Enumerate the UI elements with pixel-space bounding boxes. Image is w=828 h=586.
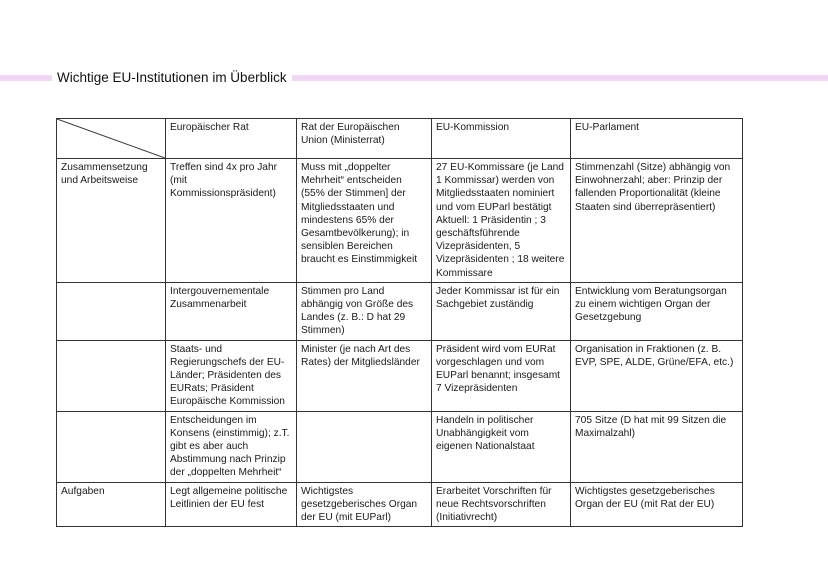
table-header-row xyxy=(57,119,743,159)
column-header: Rat der Europäischen Union (Ministerrat) xyxy=(297,119,432,159)
table-cell: Wichtigstes gesetzgeberisches Organ der EU (mit EUParl) xyxy=(297,482,432,527)
table-cell: Intergouvernementale Zusammenarbeit xyxy=(166,282,297,340)
table-cell: Minister (je nach Art des Rates) der Mitgliedsländer xyxy=(297,340,432,411)
table-cell: 27 EU-Kommissare (je Land 1 Kommissar) werden von Mitgliedsstaaten nominiert und vom EUParl bestätigt Aktuell: 1 Präsidentin ; 3 geschäftsführende Vizepräsidenten, 5 Vizepräsidenten ; 18 weitere Kommissare xyxy=(432,159,571,283)
column-header: EU-Parlament xyxy=(571,119,743,159)
table-cell: Organisation in Fraktionen (z. B. EVP, SPE, ALDE, Grüne/EFA, etc.) xyxy=(571,340,743,411)
table-cell: Wichtigstes gesetzgeberisches Organ der EU (mit Rat der EU) xyxy=(571,482,743,527)
column-header: Europäischer Rat xyxy=(166,119,297,159)
table-cell: Handeln in politischer Unabhängigkeit vom eigenen Nationalstaat xyxy=(432,411,571,482)
column-header: EU-Kommission xyxy=(432,119,571,159)
table-cell: Präsident wird vom EURat vorgeschlagen und vom EUParl benannt; insgesamt 7 Vizepräsidenten xyxy=(432,340,571,411)
table-cell xyxy=(297,411,432,482)
table-row xyxy=(57,340,743,411)
table-row xyxy=(57,159,743,283)
table-cell: 705 Sitze (D hat mit 99 Sitzen die Maximalzahl) xyxy=(571,411,743,482)
table-row xyxy=(57,482,743,527)
row-label xyxy=(57,282,166,340)
page-title: Wichtige EU-Institutionen im Überblick xyxy=(52,68,292,88)
row-label: Zusammensetzung und Arbeitsweise xyxy=(57,159,166,283)
table-cell: Legt allgemeine politische Leitlinien der EU fest xyxy=(166,482,297,527)
table-cell: Staats- und Regierungschefs der EU-Länder; Präsidenten des EURats; Präsident Europäische Kommission xyxy=(166,340,297,411)
table-row xyxy=(57,411,743,482)
title-band xyxy=(0,68,828,88)
institutions-table xyxy=(56,118,743,527)
diagonal-divider xyxy=(57,119,165,158)
row-label: Aufgaben xyxy=(57,482,166,527)
table-cell: Entwicklung vom Beratungsorgan zu einem wichtigen Organ der Gesetzgebung xyxy=(571,282,743,340)
table-cell: Stimmenzahl (Sitze) abhängig von Einwohnerzahl; aber: Prinzip der fallenden Proportionalität (kleine Staaten sind überrepräsentiert) xyxy=(571,159,743,283)
table-cell: Entscheidungen im Konsens (einstimmig); z.T. gibt es aber auch Abstimmung nach Prinzip der „doppelten Mehrheit“ xyxy=(166,411,297,482)
corner-cell xyxy=(57,119,166,159)
table-cell: Muss mit „doppelter Mehrheit“ entscheiden (55% der Stimmen] der Mitgliedsstaaten und mindestens 65% der Gesamtbevölkerung); in sensiblen Bereichen braucht es Einstimmigkeit xyxy=(297,159,432,283)
row-label xyxy=(57,411,166,482)
table-cell: Treffen sind 4x pro Jahr (mit Kommissionspräsident) xyxy=(166,159,297,283)
table-cell: Jeder Kommissar ist für ein Sachgebiet zuständig xyxy=(432,282,571,340)
row-label xyxy=(57,340,166,411)
table-row xyxy=(57,282,743,340)
table-cell: Erarbeitet Vorschriften für neue Rechtsvorschriften (Initiativrecht) xyxy=(432,482,571,527)
table-cell: Stimmen pro Land abhängig von Größe des Landes (z. B.: D hat 29 Stimmen) xyxy=(297,282,432,340)
